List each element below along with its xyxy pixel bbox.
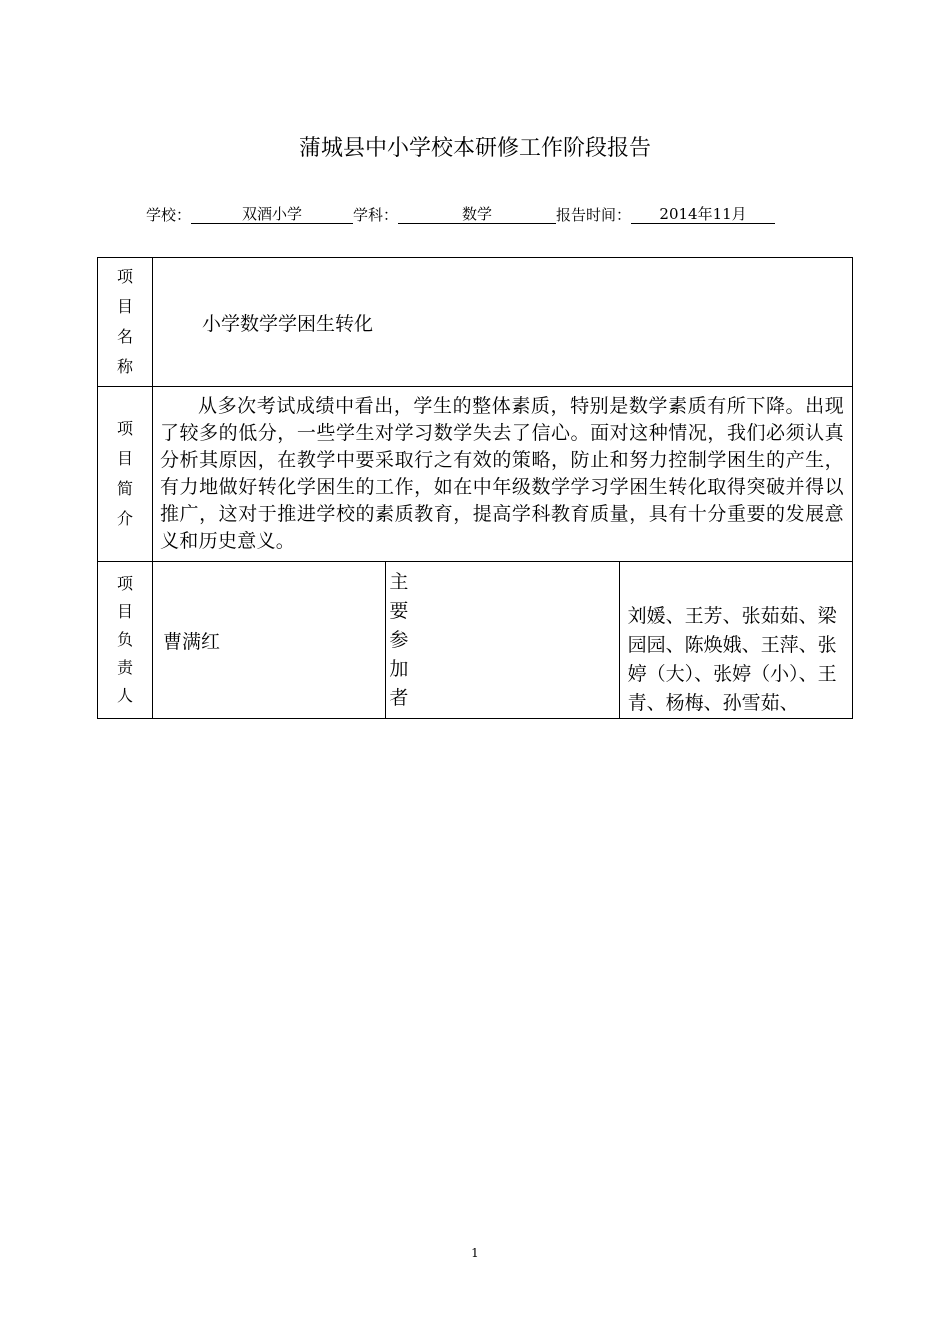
label-char: 者	[389, 686, 409, 709]
subject-value: 数学	[398, 204, 556, 224]
project-name-label	[98, 258, 153, 387]
project-leader-value: 曹满红	[153, 562, 386, 719]
label-char: 介	[116, 509, 133, 528]
label-char: 目	[116, 449, 133, 468]
label-char: 加	[389, 657, 409, 680]
label-char: 项	[116, 574, 133, 593]
label-char: 负	[116, 630, 133, 649]
school-value: 双酒小学	[191, 204, 353, 224]
project-people-row	[98, 562, 853, 719]
label-char: 简	[116, 479, 133, 498]
participants-label	[386, 562, 619, 719]
project-intro-row	[98, 387, 853, 562]
label-char: 主	[389, 570, 409, 593]
label-char: 名	[116, 327, 133, 346]
label-char: 目	[116, 602, 133, 621]
school-label: 学校：	[146, 206, 192, 224]
label-char: 项	[116, 419, 133, 438]
participants-value-cell	[619, 562, 852, 719]
label-char: 目	[116, 297, 133, 316]
project-intro-value: 从多次考试成绩中看出，学生的整体素质，特别是数学素质有所下降。出现了较多的低分，一些学生对学习数学失去了信心。面对这种情况，我们必须认真分析其原因，在教学中要采取行之有效的策略，防止和努力控制学困生的产生，有力地做好转化学困生的工作，如在中年级数学学习学困生转化取得突破并得以推广，这对于推进学校的素质教育，提高学科教育质量，具有十分重要的发展意义和历史意义。	[153, 387, 853, 562]
report-time-value: 2014年11月	[631, 204, 775, 224]
label-char: 参	[389, 628, 409, 651]
participants-value: 刘媛、王芳、张茹茹、梁园园、陈焕娥、王萍、张婷（大）、张婷（小）、王青、杨梅、孙雪茹、	[627, 605, 837, 714]
label-char: 责	[116, 658, 133, 677]
report-time-label: 报告时间：	[556, 206, 632, 224]
report-meta-line	[146, 204, 775, 226]
project-info-table	[97, 257, 853, 719]
project-name-row	[98, 258, 853, 387]
page-number: 1	[471, 1246, 479, 1260]
project-leader-label	[98, 562, 153, 719]
subject-label: 学科：	[353, 206, 399, 224]
label-char: 人	[116, 686, 133, 705]
label-char: 要	[389, 599, 409, 622]
page-title: 蒲城县中小学校本研修工作阶段报告	[298, 136, 651, 161]
project-name-value: 小学数学学困生转化	[153, 258, 853, 387]
label-char: 项	[116, 267, 133, 286]
label-char: 称	[116, 357, 133, 376]
project-intro-label	[98, 387, 153, 562]
